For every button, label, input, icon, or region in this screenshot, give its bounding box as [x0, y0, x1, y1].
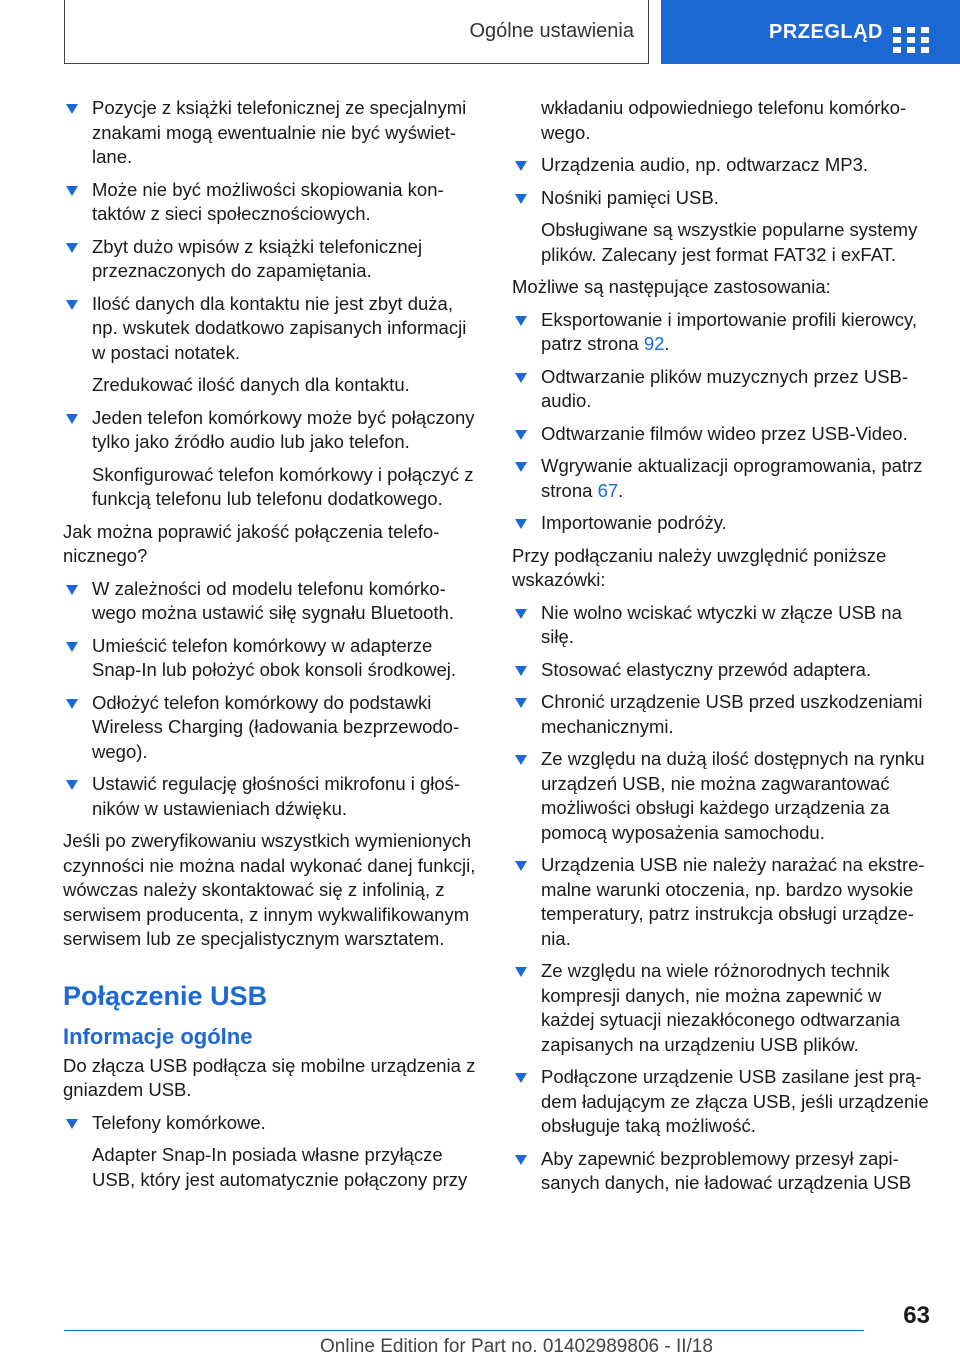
notes-intro: Przy podłączaniu należy uwzględnić poniższe wskazówki:: [512, 544, 887, 590]
footer-divider: [64, 1330, 864, 1331]
triangle-bullet-icon: [515, 430, 527, 440]
uses-intro: Możliwe są następujące zastosowania:: [512, 276, 831, 297]
list-item: Chronić urządzenie USB przed uszkodzeniami mechanicznymi.: [512, 690, 930, 739]
list-item: Odtwarzanie plików muzycznych przez USB-audio.: [512, 365, 930, 414]
triangle-bullet-icon: [515, 194, 527, 204]
list-item: Urządzenia audio, np. odtwarzacz MP3.: [512, 153, 930, 178]
left-column: [63, 96, 481, 1200]
triangle-bullet-icon: [66, 642, 78, 652]
triangle-bullet-icon: [66, 780, 78, 790]
section-title: Połączenie USB: [63, 980, 268, 1011]
list-item: Importowanie podróży.: [512, 511, 930, 536]
page-link-92[interactable]: 92: [643, 333, 665, 354]
triangle-bullet-icon: [66, 104, 78, 114]
list-item: Może nie być możliwości skopiowania kontaktów z sieci społecznościowych.: [63, 178, 481, 227]
closing-paragraph: Jeśli po zweryfikowaniu wszystkich wymienionych czynności nie można nadal wykonać danej funkcji, wówczas należy skontaktować się z infolinią, z serwisem producenta, z innym wykwalifikowanym serwisem lub ze specjalistycznym warsztatem.: [63, 830, 476, 949]
triangle-bullet-icon: [515, 698, 527, 708]
list-item: Wgrywanie aktualizacji oprogramowania, patrz strona 67.: [512, 454, 930, 503]
list-item: Telefony komórkowe.: [63, 1111, 481, 1136]
edition-footer: Online Edition for Part no. 01402989806 - II/18: [320, 1336, 713, 1357]
page-number: 63: [903, 1302, 930, 1329]
list-item: Pozycje z książki telefonicznej ze specjalnymi znakami mogą ewentualnie nie być wyświetlane.: [63, 96, 481, 170]
triangle-bullet-icon: [515, 609, 527, 619]
intro-paragraph: Do złącza USB podłącza się mobilne urządzenia z gniazdem USB.: [63, 1054, 476, 1100]
list-item-note: Skonfigurować telefon komórkowy i połączyć z funkcją telefonu lub telefonu dodatkowego.: [92, 463, 474, 509]
triangle-bullet-icon: [66, 186, 78, 196]
triangle-bullet-icon: [66, 414, 78, 424]
triangle-bullet-icon: [515, 1073, 527, 1083]
list-item: Podłączone urządzenie USB zasilane jest prądem ładującym ze złącza USB, jeśli urządzenie obsługuje taką możliwość.: [512, 1065, 930, 1139]
list-item-note: Adapter Snap-In posiada własne przyłącze USB, który jest automatycznie połączony przy: [92, 1144, 468, 1190]
triangle-bullet-icon: [515, 861, 527, 871]
triangle-bullet-icon: [66, 243, 78, 253]
list-item-note: Obsługiwane są wszystkie popularne systemy plików. Zalecany jest format FAT32 i exFAT.: [541, 219, 918, 265]
list-item: Ze względu na wiele różnorodnych technik kompresji danych, nie można zapewnić w każdej sytuacji niezakłóconego odtwarzania zapisanych na urządzeniu USB plików.: [512, 959, 930, 1057]
grid-icon: [893, 27, 929, 54]
triangle-bullet-icon: [515, 373, 527, 383]
right-column: [512, 96, 930, 1204]
list-item: Aby zapewnić bezproblemowy przesył zapisanych danych, nie ładować urządzenia USB: [512, 1147, 930, 1196]
list-item: Odtwarzanie filmów wideo przez USB-Video.: [512, 422, 930, 447]
overview-label: PRZEGLĄD: [769, 20, 883, 43]
overview-button[interactable]: [661, 0, 960, 64]
list-item: Ilość danych dla kontaktu nie jest zbyt duża, np. wskutek dodatkowo zapisanych informacji w postaci notatek.: [63, 292, 481, 366]
triangle-bullet-icon: [66, 1119, 78, 1129]
list-item: W zależności od modelu telefonu komórkowego można ustawić siłę sygnału Bluetooth.: [63, 577, 481, 626]
list-item: Umieścić telefon komórkowy w adapterze Snap-In lub położyć obok konsoli środkowej.: [63, 634, 481, 683]
triangle-bullet-icon: [66, 699, 78, 709]
triangle-bullet-icon: [515, 462, 527, 472]
triangle-bullet-icon: [66, 300, 78, 310]
page-link-67[interactable]: 67: [597, 479, 619, 501]
subsection-title: Informacje ogólne: [63, 1023, 253, 1049]
triangle-bullet-icon: [515, 967, 527, 977]
triangle-bullet-icon: [515, 519, 527, 529]
triangle-bullet-icon: [515, 1155, 527, 1165]
list-item: Nośniki pamięci USB.: [512, 186, 930, 211]
list-item: Jeden telefon komórkowy może być połączony tylko jako źródło audio lub jako telefon.: [63, 406, 481, 455]
list-item-note: wkładaniu odpowiedniego telefonu komórkowego.: [541, 97, 907, 143]
list-item-note: Zredukować ilość danych dla kontaktu.: [92, 374, 410, 395]
chapter-title: Ogólne ustawienia: [469, 20, 634, 42]
list-item: Ustawić regulację głośności mikrofonu i głośników w ustawieniach dźwięku.: [63, 772, 481, 821]
question-paragraph: Jak można poprawić jakość połączenia telefonicznego?: [63, 520, 440, 566]
triangle-bullet-icon: [515, 161, 527, 171]
list-item: Ze względu na dużą ilość dostępnych na rynku urządzeń USB, nie można zagwarantować możliwości obsługi każdego urządzenia za pomocą wyposażenia samochodu.: [512, 747, 930, 845]
list-item: Nie wolno wciskać wtyczki w złącze USB na siłę.: [512, 601, 930, 650]
triangle-bullet-icon: [515, 316, 527, 326]
list-item: Stosować elastyczny przewód adaptera.: [512, 658, 930, 683]
list-item: Odłożyć telefon komórkowy do podstawki Wireless Charging (ładowania bezprzewodowego).: [63, 691, 481, 765]
list-item: Urządzenia USB nie należy narażać na ekstremalne warunki otoczenia, np. bardzo wysokie temperatury, patrz instrukcja obsługi urządzenia.: [512, 853, 930, 951]
triangle-bullet-icon: [66, 585, 78, 595]
chapter-header: [64, 0, 649, 64]
list-item: Eksportowanie i importowanie profili kierowcy, patrz strona 92.: [512, 308, 930, 357]
triangle-bullet-icon: [515, 666, 527, 676]
triangle-bullet-icon: [515, 755, 527, 765]
list-item: Zbyt dużo wpisów z książki telefonicznej przeznaczonych do zapamiętania.: [63, 235, 481, 284]
